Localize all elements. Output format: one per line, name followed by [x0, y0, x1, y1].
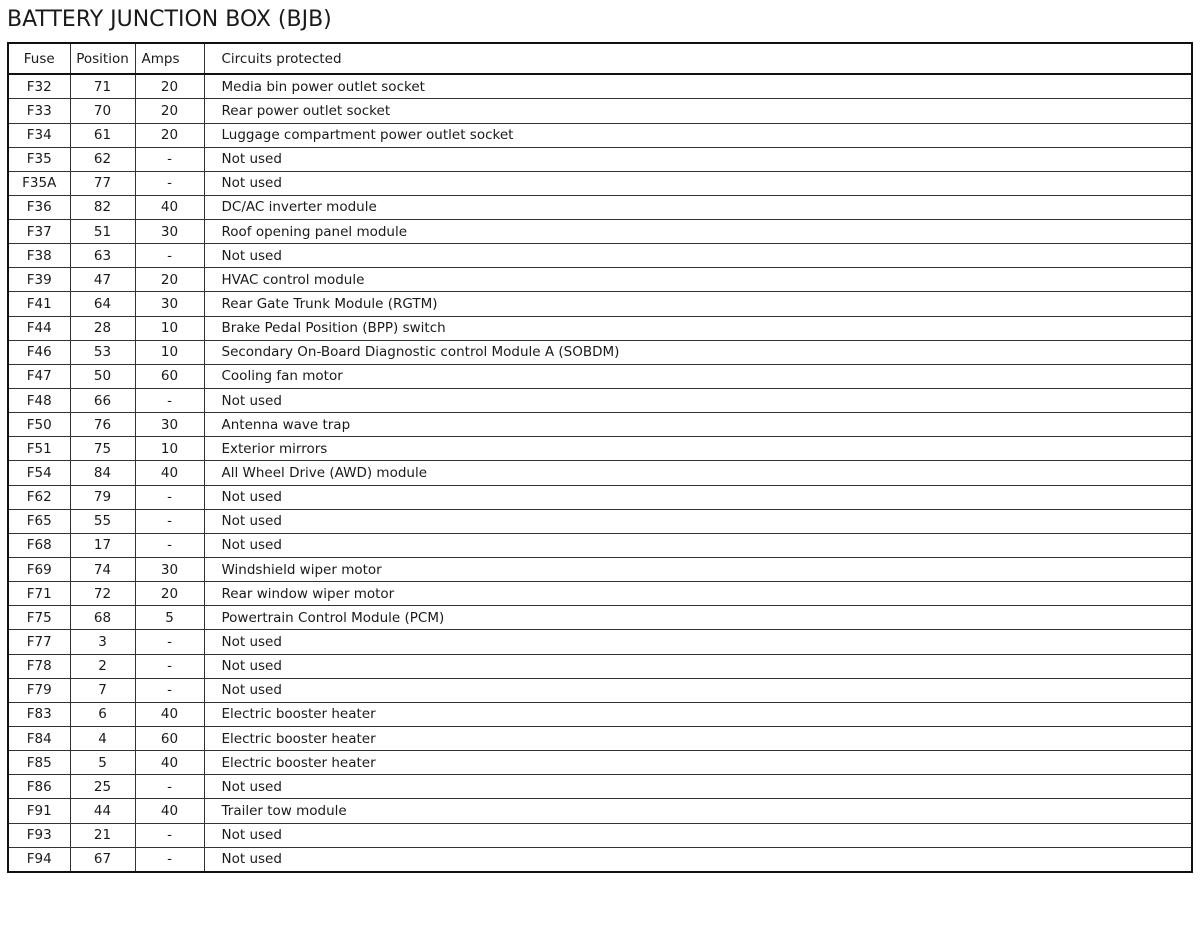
- cell-position: 84: [70, 461, 135, 485]
- cell-circuit: Windshield wiper motor: [204, 558, 1191, 582]
- table-row: [9, 461, 1191, 485]
- cell-position: 6: [70, 702, 135, 726]
- cell-circuit: Rear window wiper motor: [204, 582, 1191, 606]
- cell-fuse: F37: [9, 220, 70, 244]
- cell-fuse: F34: [9, 123, 70, 147]
- table-row: [9, 823, 1191, 847]
- cell-position: 66: [70, 389, 135, 413]
- table-row: [9, 195, 1191, 219]
- cell-amps: 10: [135, 437, 204, 461]
- cell-position: 70: [70, 99, 135, 123]
- cell-position: 55: [70, 509, 135, 533]
- table-row: [9, 485, 1191, 509]
- table-row: [9, 437, 1191, 461]
- table-row: [9, 413, 1191, 437]
- cell-circuit: Not used: [204, 389, 1191, 413]
- cell-position: 74: [70, 558, 135, 582]
- cell-amps: -: [135, 775, 204, 799]
- table-row: [9, 847, 1191, 871]
- cell-circuit: Luggage compartment power outlet socket: [204, 123, 1191, 147]
- table-row: [9, 751, 1191, 775]
- table-row: [9, 316, 1191, 340]
- fuse-table-body: [9, 74, 1191, 871]
- cell-fuse: F71: [9, 582, 70, 606]
- cell-amps: -: [135, 630, 204, 654]
- table-row: [9, 533, 1191, 557]
- cell-position: 17: [70, 533, 135, 557]
- table-row: [9, 727, 1191, 751]
- table-row: [9, 171, 1191, 195]
- header-circuits-protected: Circuits protected: [204, 44, 1191, 74]
- cell-circuit: Exterior mirrors: [204, 437, 1191, 461]
- cell-position: 28: [70, 316, 135, 340]
- cell-amps: 10: [135, 316, 204, 340]
- cell-fuse: F46: [9, 340, 70, 364]
- cell-position: 62: [70, 147, 135, 171]
- table-row: [9, 244, 1191, 268]
- cell-circuit: Secondary On-Board Diagnostic control Module A (SOBDM): [204, 340, 1191, 364]
- cell-amps: 60: [135, 727, 204, 751]
- cell-fuse: F83: [9, 702, 70, 726]
- cell-amps: 20: [135, 268, 204, 292]
- table-header-row: [9, 44, 1191, 74]
- cell-circuit: Not used: [204, 823, 1191, 847]
- cell-amps: -: [135, 244, 204, 268]
- table-row: [9, 678, 1191, 702]
- cell-fuse: F50: [9, 413, 70, 437]
- cell-amps: 30: [135, 558, 204, 582]
- cell-amps: 30: [135, 220, 204, 244]
- cell-position: 77: [70, 171, 135, 195]
- cell-position: 3: [70, 630, 135, 654]
- header-fuse: Fuse: [9, 44, 70, 74]
- table-row: [9, 509, 1191, 533]
- table-row: [9, 630, 1191, 654]
- cell-amps: 40: [135, 751, 204, 775]
- cell-amps: -: [135, 847, 204, 871]
- cell-position: 47: [70, 268, 135, 292]
- cell-amps: -: [135, 171, 204, 195]
- cell-circuit: Rear Gate Trunk Module (RGTM): [204, 292, 1191, 316]
- table-row: [9, 558, 1191, 582]
- cell-position: 61: [70, 123, 135, 147]
- cell-fuse: F33: [9, 99, 70, 123]
- cell-circuit: Not used: [204, 775, 1191, 799]
- cell-amps: 40: [135, 799, 204, 823]
- cell-position: 79: [70, 485, 135, 509]
- cell-circuit: Not used: [204, 509, 1191, 533]
- cell-circuit: Media bin power outlet socket: [204, 74, 1191, 99]
- cell-circuit: Not used: [204, 678, 1191, 702]
- cell-circuit: HVAC control module: [204, 268, 1191, 292]
- cell-position: 5: [70, 751, 135, 775]
- cell-circuit: Not used: [204, 171, 1191, 195]
- cell-fuse: F85: [9, 751, 70, 775]
- cell-circuit: Cooling fan motor: [204, 364, 1191, 388]
- cell-position: 71: [70, 74, 135, 99]
- cell-circuit: Not used: [204, 147, 1191, 171]
- table-row: [9, 74, 1191, 99]
- cell-fuse: F65: [9, 509, 70, 533]
- cell-position: 21: [70, 823, 135, 847]
- cell-fuse: F35: [9, 147, 70, 171]
- table-row: [9, 220, 1191, 244]
- table-row: [9, 702, 1191, 726]
- cell-position: 7: [70, 678, 135, 702]
- cell-fuse: F68: [9, 533, 70, 557]
- cell-amps: 20: [135, 582, 204, 606]
- cell-fuse: F77: [9, 630, 70, 654]
- table-row: [9, 123, 1191, 147]
- cell-amps: 60: [135, 364, 204, 388]
- cell-fuse: F44: [9, 316, 70, 340]
- cell-circuit: Electric booster heater: [204, 751, 1191, 775]
- header-position: Position: [70, 44, 135, 74]
- cell-amps: 30: [135, 292, 204, 316]
- cell-amps: 20: [135, 99, 204, 123]
- cell-amps: 5: [135, 606, 204, 630]
- table-row: [9, 582, 1191, 606]
- cell-position: 76: [70, 413, 135, 437]
- cell-position: 72: [70, 582, 135, 606]
- cell-position: 50: [70, 364, 135, 388]
- cell-fuse: F62: [9, 485, 70, 509]
- cell-circuit: Not used: [204, 630, 1191, 654]
- cell-amps: -: [135, 823, 204, 847]
- table-row: [9, 147, 1191, 171]
- cell-amps: -: [135, 509, 204, 533]
- cell-position: 51: [70, 220, 135, 244]
- fuse-table-frame: [7, 42, 1193, 873]
- cell-fuse: F51: [9, 437, 70, 461]
- cell-position: 2: [70, 654, 135, 678]
- header-amps: Amps: [135, 44, 204, 74]
- cell-circuit: Trailer tow module: [204, 799, 1191, 823]
- table-row: [9, 799, 1191, 823]
- cell-circuit: Not used: [204, 244, 1191, 268]
- cell-position: 4: [70, 727, 135, 751]
- cell-fuse: F79: [9, 678, 70, 702]
- cell-position: 25: [70, 775, 135, 799]
- cell-fuse: F54: [9, 461, 70, 485]
- cell-fuse: F39: [9, 268, 70, 292]
- cell-fuse: F84: [9, 727, 70, 751]
- table-row: [9, 389, 1191, 413]
- cell-circuit: Not used: [204, 847, 1191, 871]
- cell-circuit: DC/AC inverter module: [204, 195, 1191, 219]
- cell-amps: 40: [135, 702, 204, 726]
- cell-position: 82: [70, 195, 135, 219]
- cell-amps: 30: [135, 413, 204, 437]
- cell-amps: -: [135, 389, 204, 413]
- cell-circuit: Electric booster heater: [204, 727, 1191, 751]
- cell-amps: 40: [135, 461, 204, 485]
- cell-circuit: Not used: [204, 533, 1191, 557]
- table-row: [9, 99, 1191, 123]
- cell-fuse: F32: [9, 74, 70, 99]
- page-title: BATTERY JUNCTION BOX (BJB): [7, 7, 332, 32]
- cell-circuit: All Wheel Drive (AWD) module: [204, 461, 1191, 485]
- cell-circuit: Rear power outlet socket: [204, 99, 1191, 123]
- cell-amps: -: [135, 678, 204, 702]
- cell-position: 63: [70, 244, 135, 268]
- table-row: [9, 775, 1191, 799]
- cell-fuse: F93: [9, 823, 70, 847]
- cell-fuse: F47: [9, 364, 70, 388]
- cell-fuse: F48: [9, 389, 70, 413]
- table-row: [9, 364, 1191, 388]
- cell-position: 67: [70, 847, 135, 871]
- cell-position: 53: [70, 340, 135, 364]
- table-row: [9, 606, 1191, 630]
- cell-fuse: F36: [9, 195, 70, 219]
- cell-amps: 20: [135, 123, 204, 147]
- cell-amps: -: [135, 485, 204, 509]
- cell-circuit: Roof opening panel module: [204, 220, 1191, 244]
- table-row: [9, 292, 1191, 316]
- cell-amps: -: [135, 147, 204, 171]
- fuse-table: [9, 44, 1191, 871]
- cell-amps: 40: [135, 195, 204, 219]
- cell-circuit: Powertrain Control Module (PCM): [204, 606, 1191, 630]
- cell-circuit: Not used: [204, 485, 1191, 509]
- cell-fuse: F78: [9, 654, 70, 678]
- cell-fuse: F91: [9, 799, 70, 823]
- cell-fuse: F35A: [9, 171, 70, 195]
- cell-position: 75: [70, 437, 135, 461]
- cell-fuse: F94: [26, 851, 52, 868]
- cell-fuse: F86: [9, 775, 70, 799]
- cell-position: 44: [70, 799, 135, 823]
- cell-circuit: Brake Pedal Position (BPP) switch: [204, 316, 1191, 340]
- cell-circuit: Antenna wave trap: [204, 413, 1191, 437]
- cell-position: 68: [70, 606, 135, 630]
- cell-amps: 20: [135, 74, 204, 99]
- cell-circuit: Not used: [204, 654, 1191, 678]
- cell-position: 64: [70, 292, 135, 316]
- cell-fuse: F41: [9, 292, 70, 316]
- table-row: [9, 268, 1191, 292]
- cell-amps: -: [135, 654, 204, 678]
- table-row: [9, 340, 1191, 364]
- cell-fuse: F38: [9, 244, 70, 268]
- cell-amps: -: [135, 533, 204, 557]
- cell-circuit: Electric booster heater: [204, 702, 1191, 726]
- cell-fuse: F69: [9, 558, 70, 582]
- table-row: [9, 654, 1191, 678]
- cell-fuse: F75: [9, 606, 70, 630]
- cell-amps: 10: [135, 340, 204, 364]
